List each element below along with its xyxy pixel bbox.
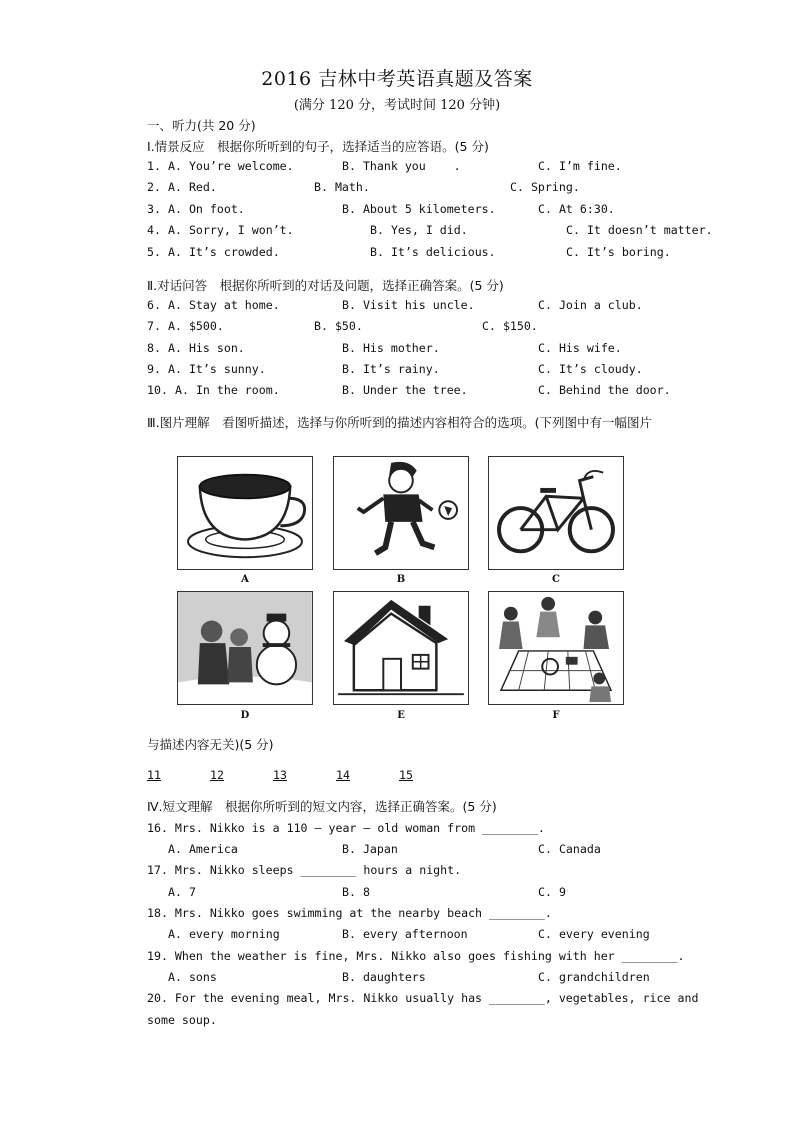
- q1-option-c: C. I’m fine.: [538, 159, 622, 173]
- q2-option-b: B. Math.: [314, 180, 370, 194]
- q8-number: 8.: [147, 341, 161, 355]
- answer-blank-15[interactable]: 15: [399, 768, 413, 782]
- picture-e-house: [333, 591, 469, 705]
- q16-stem: 16. Mrs. Nikko is a 110 – year – old woman from ________.: [147, 821, 545, 835]
- picture-e-label: E: [397, 710, 405, 721]
- part3-heading-continuation: 与描述内容无关)(5 分): [147, 737, 274, 752]
- q1-option-a: A. You’re welcome.: [168, 159, 294, 173]
- q2-option-c: C. Spring.: [510, 180, 580, 194]
- q9-option-a: A. It’s sunny.: [168, 362, 266, 376]
- q18-stem: 18. Mrs. Nikko goes swimming at the nearby beach ________.: [147, 906, 552, 920]
- q19-stem: 19. When the weather is fine, Mrs. Nikko also goes fishing with her ________.: [147, 949, 685, 963]
- picture-c-bicycle: [488, 456, 624, 570]
- q17-option-a: A. 7: [168, 885, 196, 899]
- q16-option-c: C. Canada: [538, 842, 601, 856]
- q6-number: 6.: [147, 298, 161, 312]
- q7-number: 7.: [147, 319, 161, 333]
- picture-d-label: D: [240, 710, 250, 721]
- q3-number: 3.: [147, 202, 161, 216]
- q10-option-b: B. Under the tree.: [342, 383, 468, 397]
- q2-option-a: A. Red.: [168, 180, 217, 194]
- part2-heading: Ⅱ.对话问答 根据你所听到的对话及问题，选择正确答案。(5 分): [147, 278, 504, 293]
- picture-a-coffee-cup: [177, 456, 313, 570]
- q3-option-b: B. About 5 kilometers.: [342, 202, 496, 216]
- picture-c-label: C: [552, 574, 560, 585]
- answer-blank-14[interactable]: 14: [336, 768, 350, 782]
- q6-option-c: C. Join a club.: [538, 298, 643, 312]
- picture-b-boy-football: [333, 456, 469, 570]
- q8-option-b: B. His mother.: [342, 341, 440, 355]
- q7-option-a: A. $500.: [168, 319, 224, 333]
- q3-option-c: C. At 6:30.: [538, 202, 615, 216]
- q1-number: 1.: [147, 159, 161, 173]
- q4-option-c: C. It doesn’t matter.: [566, 223, 713, 237]
- picture-f-picnic: [488, 591, 624, 705]
- q19-option-a: A. sons: [168, 970, 217, 984]
- q10-option-a: A. In the room.: [175, 383, 280, 397]
- q18-option-a: A. every morning: [168, 927, 280, 941]
- q16-option-a: A. America: [168, 842, 238, 856]
- q1-option-b: B. Thank you .: [342, 159, 461, 173]
- answer-blank-11[interactable]: 11: [147, 768, 161, 782]
- q18-option-b: B. every afternoon: [342, 927, 468, 941]
- page-subtitle: (满分 120 分，考试时间 120 分钟): [293, 98, 501, 113]
- q6-option-a: A. Stay at home.: [168, 298, 280, 312]
- q3-option-a: A. On foot.: [168, 202, 245, 216]
- q17-option-b: B. 8: [342, 885, 370, 899]
- part3-heading: Ⅲ.图片理解 看图听描述，选择与你所听到的描述内容相符合的选项。(下列图中有一幅图片: [147, 415, 652, 430]
- picture-f-label: F: [552, 710, 560, 721]
- q20-stem-line2: some soup.: [147, 1013, 217, 1027]
- answer-blank-12[interactable]: 12: [210, 768, 224, 782]
- answer-blank-13[interactable]: 13: [273, 768, 287, 782]
- q2-number: 2.: [147, 180, 161, 194]
- q4-number: 4.: [147, 223, 161, 237]
- q16-option-b: B. Japan: [342, 842, 398, 856]
- q19-option-b: B. daughters: [342, 970, 426, 984]
- q20-stem-line1: 20. For the evening meal, Mrs. Nikko usually has ________, vegetables, rice and: [147, 991, 699, 1005]
- q19-option-c: C. grandchildren: [538, 970, 650, 984]
- q5-number: 5.: [147, 245, 161, 259]
- q10-number: 10.: [147, 383, 168, 397]
- q9-number: 9.: [147, 362, 161, 376]
- q7-option-c: C. $150.: [482, 319, 538, 333]
- picture-b-label: B: [396, 574, 406, 585]
- part1-heading: Ⅰ.情景反应 根据你所听到的句子，选择适当的应答语。(5 分): [147, 139, 489, 154]
- q9-option-b: B. It’s rainy.: [342, 362, 440, 376]
- q5-option-c: C. It’s boring.: [566, 245, 671, 259]
- q8-option-a: A. His son.: [168, 341, 245, 355]
- q8-option-c: C. His wife.: [538, 341, 622, 355]
- q5-option-a: A. It’s crowded.: [168, 245, 280, 259]
- q4-option-a: A. Sorry, I won’t.: [168, 223, 294, 237]
- picture-d-snowman: [177, 591, 313, 705]
- q10-option-c: C. Behind the door.: [538, 383, 671, 397]
- q9-option-c: C. It’s cloudy.: [538, 362, 643, 376]
- q5-option-b: B. It’s delicious.: [370, 245, 496, 259]
- section-heading-listening: 一、听力(共 20 分): [147, 118, 256, 133]
- picture-a-label: A: [241, 574, 249, 585]
- q17-option-c: C. 9: [538, 885, 566, 899]
- q17-stem: 17. Mrs. Nikko sleeps ________ hours a night.: [147, 863, 462, 877]
- part4-heading: Ⅳ.短文理解 根据你所听到的短文内容，选择正确答案。(5 分): [147, 799, 497, 814]
- q4-option-b: B. Yes, I did.: [370, 223, 468, 237]
- q6-option-b: B. Visit his uncle.: [342, 298, 475, 312]
- q7-option-b: B. $50.: [314, 319, 363, 333]
- q18-option-c: C. every evening: [538, 927, 650, 941]
- page-title: 2016 吉林中考英语真题及答案: [261, 68, 533, 90]
